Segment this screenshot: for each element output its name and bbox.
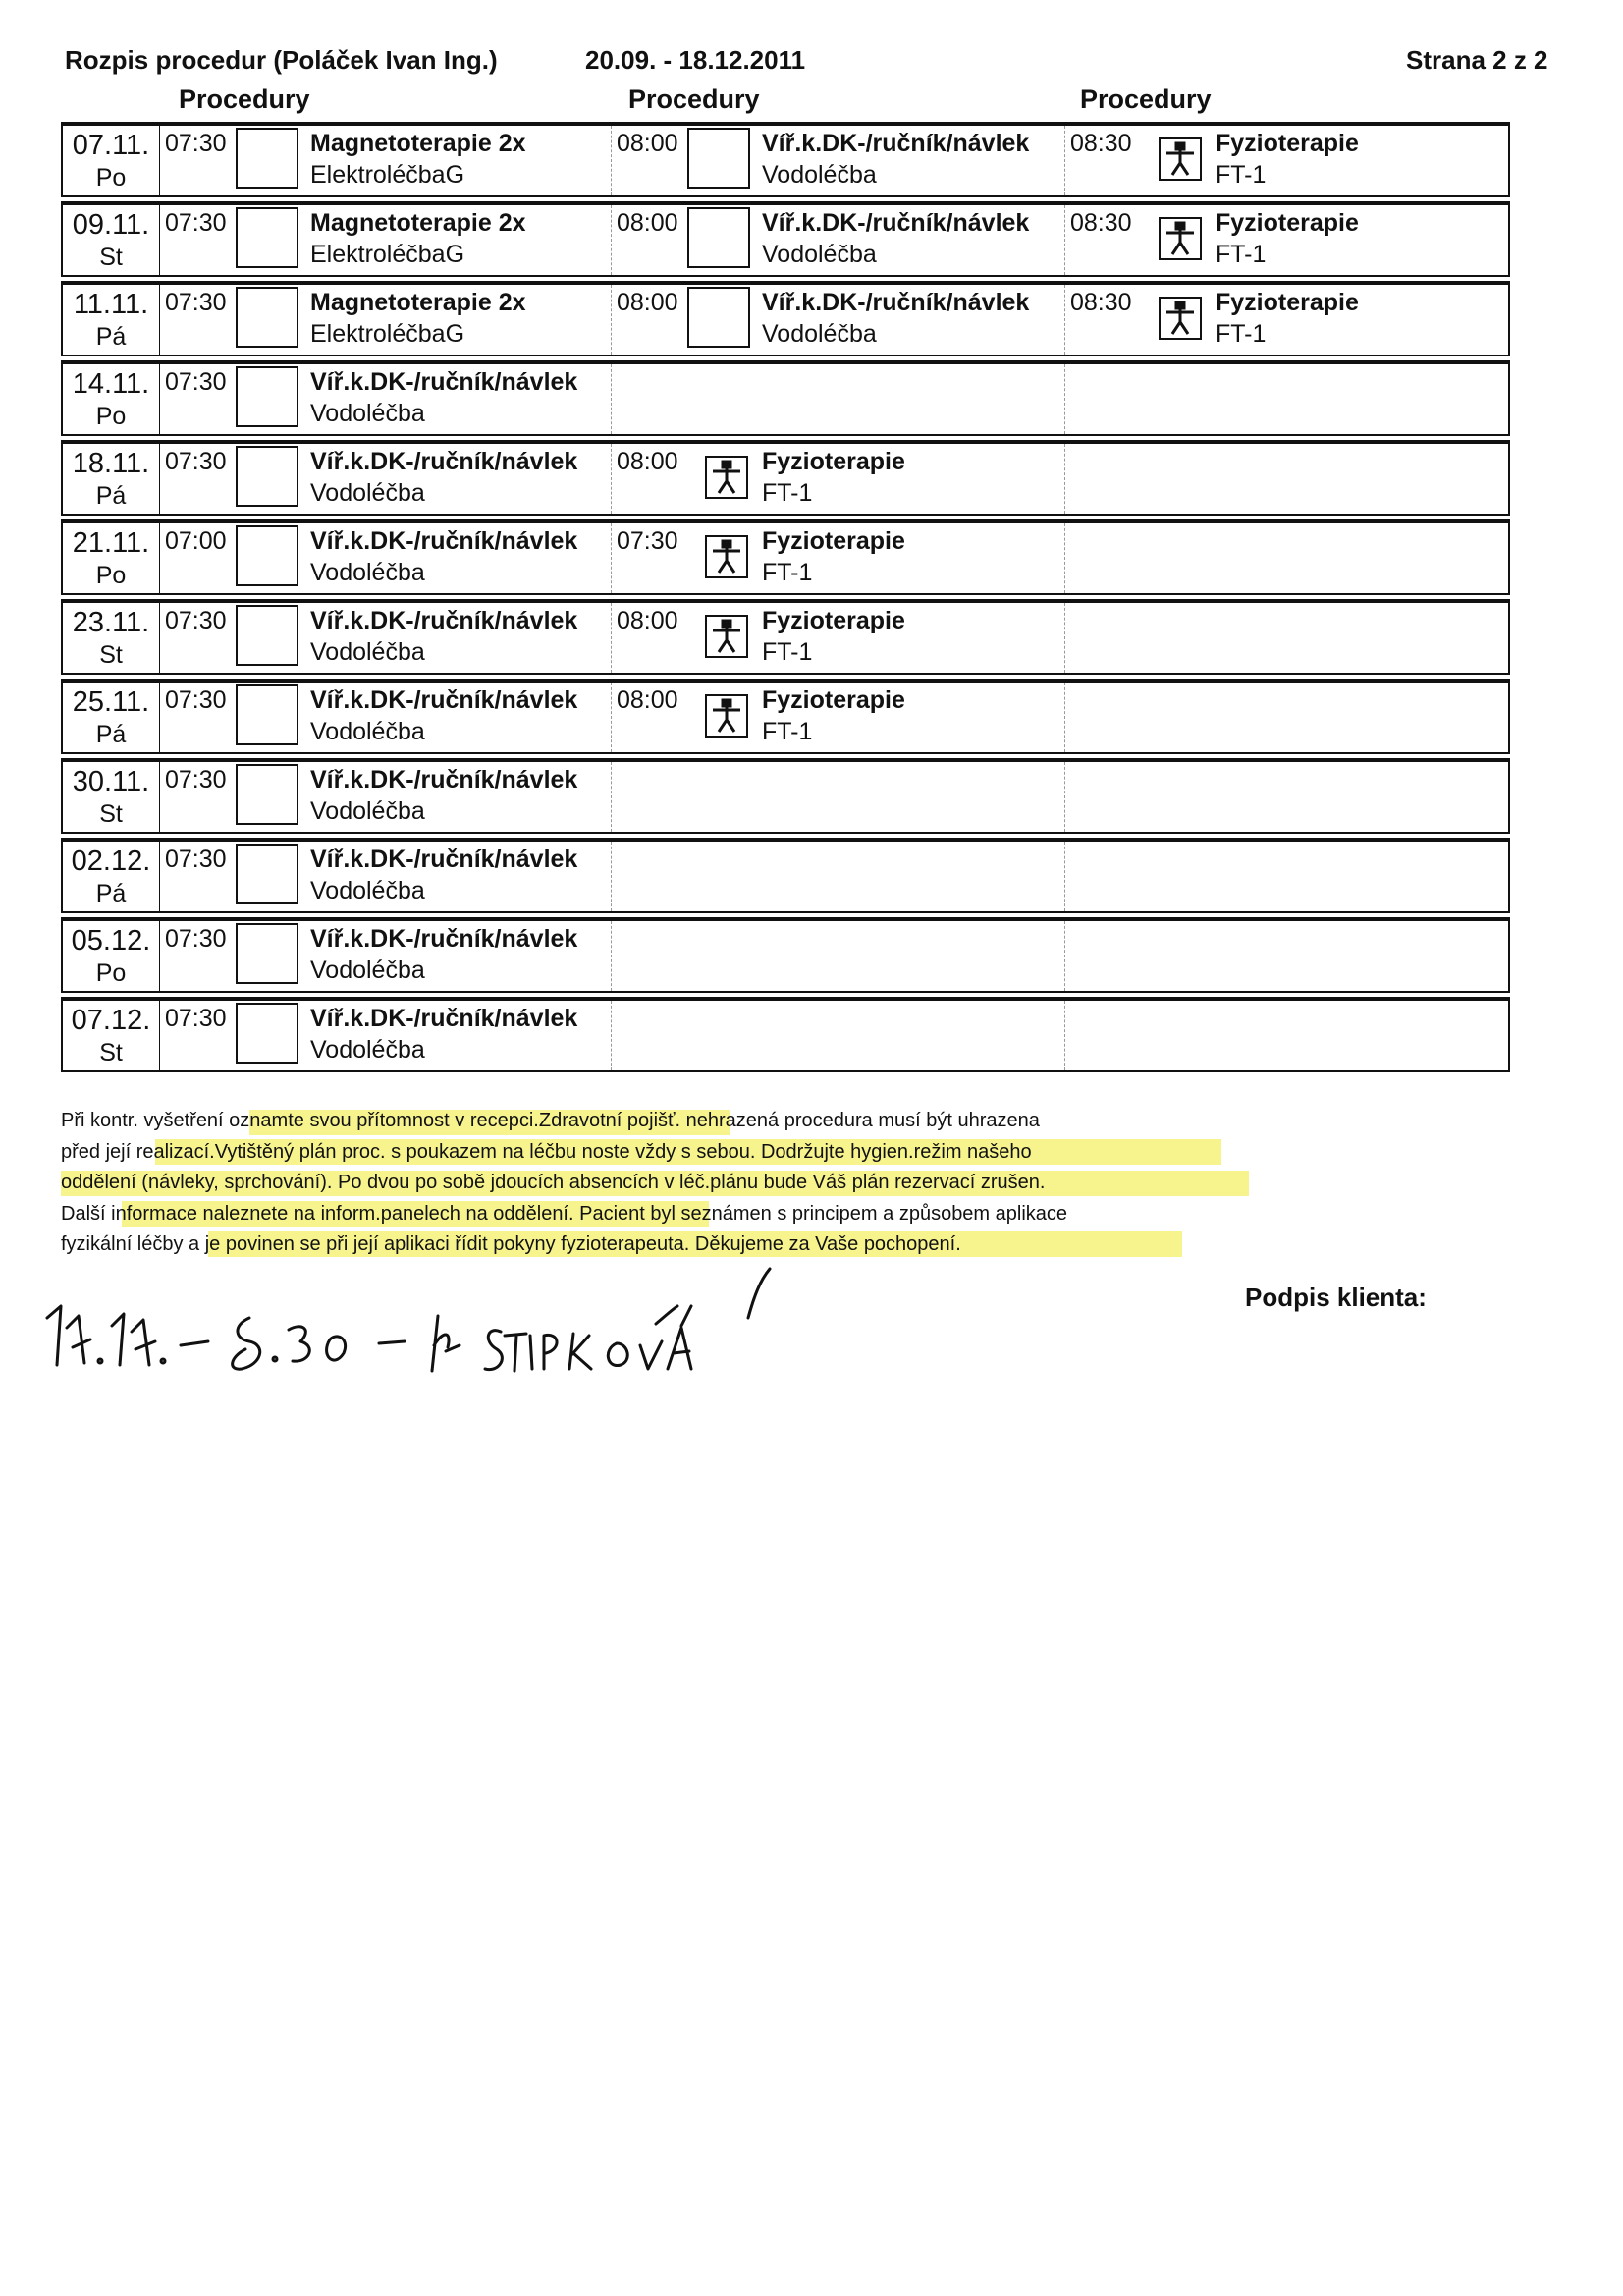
physio-icon: [705, 694, 748, 738]
procedure-name: Víř.k.DK-/ručník/návlek: [310, 766, 578, 793]
column-divider: [1064, 364, 1065, 434]
schedule-row: [61, 201, 1510, 277]
column-divider: [1064, 921, 1065, 991]
row-day: Pá: [95, 880, 127, 907]
column-divider: [1064, 603, 1065, 673]
checkbox[interactable]: [236, 287, 298, 348]
notice-line: před její realizací.Vytištěný plán proc. s poukazem na léčbu noste vždy s sebou. Dodržujte hygien.režim našeho: [61, 1140, 1032, 1163]
physio-icon: [705, 615, 748, 658]
procedure-name: Víř.k.DK-/ručník/návlek: [310, 607, 578, 634]
column-divider: [1064, 523, 1065, 593]
procedure-name: Víř.k.DK-/ručník/návlek: [310, 448, 578, 475]
checkbox[interactable]: [236, 923, 298, 984]
column-divider: [1064, 842, 1065, 911]
procedure-schedule-table: [61, 122, 1510, 1076]
procedure-category: Vodoléčba: [762, 241, 877, 268]
procedure-category: Vodoléčba: [310, 479, 425, 507]
procedure-category: Vodoléčba: [310, 638, 425, 666]
procedure-slot: [611, 205, 1064, 277]
procedure-slot: [159, 921, 611, 993]
procedure-name: Víř.k.DK-/ručník/návlek: [310, 1005, 578, 1032]
procedure-name: Fyzioterapie: [1216, 130, 1359, 157]
notice-text: [61, 1106, 1239, 1261]
procedure-name: Magnetoterapie 2x: [310, 289, 526, 316]
row-day: Po: [95, 164, 127, 191]
procedure-time: 07:30: [165, 448, 227, 475]
procedure-slot: [159, 364, 611, 436]
procedure-time: 08:00: [617, 686, 678, 714]
schedule-row: [61, 122, 1510, 197]
row-date: 30.11.: [72, 766, 150, 797]
schedule-row: [61, 838, 1510, 913]
procedure-name: Fyzioterapie: [762, 527, 905, 555]
row-date: 09.11.: [72, 209, 150, 241]
procedure-category: FT-1: [762, 638, 813, 666]
physio-icon: [705, 535, 748, 578]
row-date: 11.11.: [73, 289, 149, 320]
notice-line: Další informace naleznete na inform.panelech na oddělení. Pacient byl seznámen s principem a způsobem aplikace: [61, 1202, 1068, 1225]
procedure-slot: [611, 683, 1064, 754]
procedure-slot: [159, 205, 611, 277]
checkbox[interactable]: [236, 605, 298, 666]
notice-line: fyzikální léčby a je povinen se při její aplikaci řídit pokyny fyzioterapeuta. Děkujeme za Vaše pochopení.: [61, 1233, 961, 1255]
procedure-category: FT-1: [1216, 241, 1267, 268]
row-date: 18.11.: [72, 448, 150, 479]
person-icon: [1163, 301, 1198, 336]
checkbox[interactable]: [236, 525, 298, 586]
procedure-slot: [159, 603, 611, 675]
row-day: St: [99, 641, 123, 669]
row-day: Po: [95, 562, 127, 589]
procedure-category: FT-1: [1216, 320, 1267, 348]
procedure-name: Magnetoterapie 2x: [310, 209, 526, 237]
procedure-category: FT-1: [762, 718, 813, 745]
schedule-row: [61, 440, 1510, 516]
row-date: 23.11.: [72, 607, 150, 638]
procedure-time: 07:00: [165, 527, 227, 555]
procedure-name: Fyzioterapie: [1216, 209, 1359, 237]
procedure-time: 08:00: [617, 448, 678, 475]
checkbox[interactable]: [236, 1003, 298, 1064]
checkbox[interactable]: [687, 128, 750, 189]
procedure-time: 07:30: [165, 1005, 227, 1032]
procedure-category: Vodoléčba: [310, 797, 425, 825]
procedure-slot: [611, 523, 1064, 595]
schedule-row: [61, 281, 1510, 356]
column-divider: [611, 842, 612, 911]
checkbox[interactable]: [236, 844, 298, 904]
checkbox[interactable]: [236, 446, 298, 507]
column-divider: [1064, 683, 1065, 752]
column-divider: [1064, 1001, 1065, 1070]
procedure-slot: [611, 603, 1064, 675]
procedure-name: Fyzioterapie: [762, 448, 905, 475]
procedure-name: Víř.k.DK-/ručník/návlek: [762, 209, 1030, 237]
procedure-name: Fyzioterapie: [762, 686, 905, 714]
row-day: St: [99, 1039, 123, 1066]
signature-label: Podpis klienta:: [1245, 1283, 1427, 1312]
row-day: Po: [95, 403, 127, 430]
column-header-2: Procedury: [628, 84, 760, 114]
person-icon: [1163, 141, 1198, 177]
procedure-time: 08:30: [1070, 289, 1132, 316]
page-number: Strana 2 z 2: [1406, 45, 1548, 75]
procedure-category: ElektroléčbaG: [310, 320, 465, 348]
procedure-category: Vodoléčba: [310, 400, 425, 427]
schedule-row: [61, 519, 1510, 595]
procedure-time: 07:30: [165, 209, 227, 237]
row-date: 07.12.: [71, 1005, 151, 1036]
person-icon: [709, 619, 744, 654]
person-icon: [709, 460, 744, 495]
column-header-1: Procedury: [179, 84, 310, 114]
procedure-name: Fyzioterapie: [1216, 289, 1359, 316]
column-divider: [611, 364, 612, 434]
procedure-name: Magnetoterapie 2x: [310, 130, 526, 157]
physio-icon: [1159, 137, 1202, 181]
procedure-category: Vodoléčba: [762, 161, 877, 189]
row-date: 25.11.: [72, 686, 150, 718]
column-divider: [611, 762, 612, 832]
procedure-time: 07:30: [165, 925, 227, 953]
row-day: Pá: [95, 323, 127, 351]
notice-line: oddělení (návleky, sprchování). Po dvou po sobě jdoucích absencích v léč.plánu bude Váš plán rezervací zrušen.: [61, 1172, 1046, 1193]
checkbox[interactable]: [236, 366, 298, 427]
date-range: 20.09. - 18.12.2011: [585, 45, 806, 75]
document-title: Rozpis procedur (Poláček Ivan Ing.): [65, 45, 498, 75]
procedure-category: Vodoléčba: [310, 877, 425, 904]
procedure-time: 07:30: [165, 766, 227, 793]
procedure-category: FT-1: [1216, 161, 1267, 189]
column-header-3: Procedury: [1080, 84, 1212, 114]
procedure-name: Víř.k.DK-/ručník/návlek: [762, 130, 1030, 157]
checkbox[interactable]: [236, 684, 298, 745]
procedure-category: ElektroléčbaG: [310, 161, 465, 189]
column-divider: [611, 921, 612, 991]
physio-icon: [705, 456, 748, 499]
procedure-slot: [1064, 126, 1512, 197]
checkbox[interactable]: [687, 287, 750, 348]
procedure-name: Víř.k.DK-/ručník/návlek: [310, 925, 578, 953]
row-day: St: [99, 800, 123, 828]
procedure-name: Víř.k.DK-/ručník/návlek: [310, 846, 578, 873]
column-divider: [1064, 444, 1065, 514]
person-icon: [709, 698, 744, 734]
procedure-category: Vodoléčba: [310, 559, 425, 586]
procedure-category: Vodoléčba: [310, 1036, 425, 1064]
schedule-row: [61, 758, 1510, 834]
procedure-name: Víř.k.DK-/ručník/návlek: [310, 686, 578, 714]
schedule-row: [61, 997, 1510, 1072]
procedure-time: 08:00: [617, 607, 678, 634]
checkbox[interactable]: [236, 764, 298, 825]
procedure-time: 08:30: [1070, 130, 1132, 157]
schedule-row: [61, 679, 1510, 754]
procedure-time: 08:00: [617, 209, 678, 237]
procedure-slot: [159, 1001, 611, 1072]
procedure-time: 08:00: [617, 289, 678, 316]
procedure-category: Vodoléčba: [310, 957, 425, 984]
row-date: 07.11.: [72, 130, 150, 161]
procedure-time: 07:30: [165, 289, 227, 316]
row-date: 05.12.: [71, 925, 151, 957]
procedure-time: 08:30: [1070, 209, 1132, 237]
person-icon: [709, 539, 744, 574]
procedure-time: 08:00: [617, 130, 678, 157]
row-day: Po: [95, 959, 127, 987]
column-divider: [1064, 762, 1065, 832]
procedure-slot: [159, 842, 611, 913]
procedure-category: Vodoléčba: [310, 718, 425, 745]
person-icon: [1163, 221, 1198, 256]
procedure-time: 07:30: [165, 686, 227, 714]
checkbox[interactable]: [236, 128, 298, 189]
procedure-category: FT-1: [762, 559, 813, 586]
procedure-name: Fyzioterapie: [762, 607, 905, 634]
row-date: 14.11.: [72, 368, 150, 400]
row-day: Pá: [95, 482, 127, 510]
row-date: 02.12.: [71, 846, 151, 877]
row-day: Pá: [95, 721, 127, 748]
row-date: 21.11.: [72, 527, 150, 559]
procedure-category: ElektroléčbaG: [310, 241, 465, 268]
procedure-time: 07:30: [165, 130, 227, 157]
handwriting-drawing: [39, 1267, 785, 1414]
procedure-slot: [611, 285, 1064, 356]
handwritten-note: [39, 1267, 785, 1419]
schedule-row: [61, 360, 1510, 436]
physio-icon: [1159, 297, 1202, 340]
checkbox[interactable]: [687, 207, 750, 268]
column-divider: [611, 1001, 612, 1070]
procedure-slot: [611, 444, 1064, 516]
procedure-slot: [159, 444, 611, 516]
physio-icon: [1159, 217, 1202, 260]
checkbox[interactable]: [236, 207, 298, 268]
procedure-slot: [159, 762, 611, 834]
notice-line: Při kontr. vyšetření oznamte svou přítomnost v recepci.Zdravotní pojišť. nehrazená procedura musí být uhrazena: [61, 1110, 1040, 1131]
procedure-slot: [1064, 285, 1512, 356]
schedule-row: [61, 599, 1510, 675]
procedure-slot: [159, 126, 611, 197]
procedure-slot: [611, 126, 1064, 197]
procedure-category: Vodoléčba: [762, 320, 877, 348]
procedure-name: Víř.k.DK-/ručník/návlek: [310, 368, 578, 396]
procedure-slot: [159, 523, 611, 595]
row-day: St: [99, 244, 123, 271]
procedure-time: 07:30: [165, 607, 227, 634]
procedure-name: Víř.k.DK-/ručník/návlek: [762, 289, 1030, 316]
procedure-name: Víř.k.DK-/ručník/návlek: [310, 527, 578, 555]
procedure-time: 07:30: [165, 368, 227, 396]
procedure-slot: [159, 285, 611, 356]
procedure-slot: [1064, 205, 1512, 277]
procedure-time: 07:30: [165, 846, 227, 873]
procedure-time: 07:30: [617, 527, 678, 555]
procedure-category: FT-1: [762, 479, 813, 507]
procedure-slot: [159, 683, 611, 754]
schedule-row: [61, 917, 1510, 993]
